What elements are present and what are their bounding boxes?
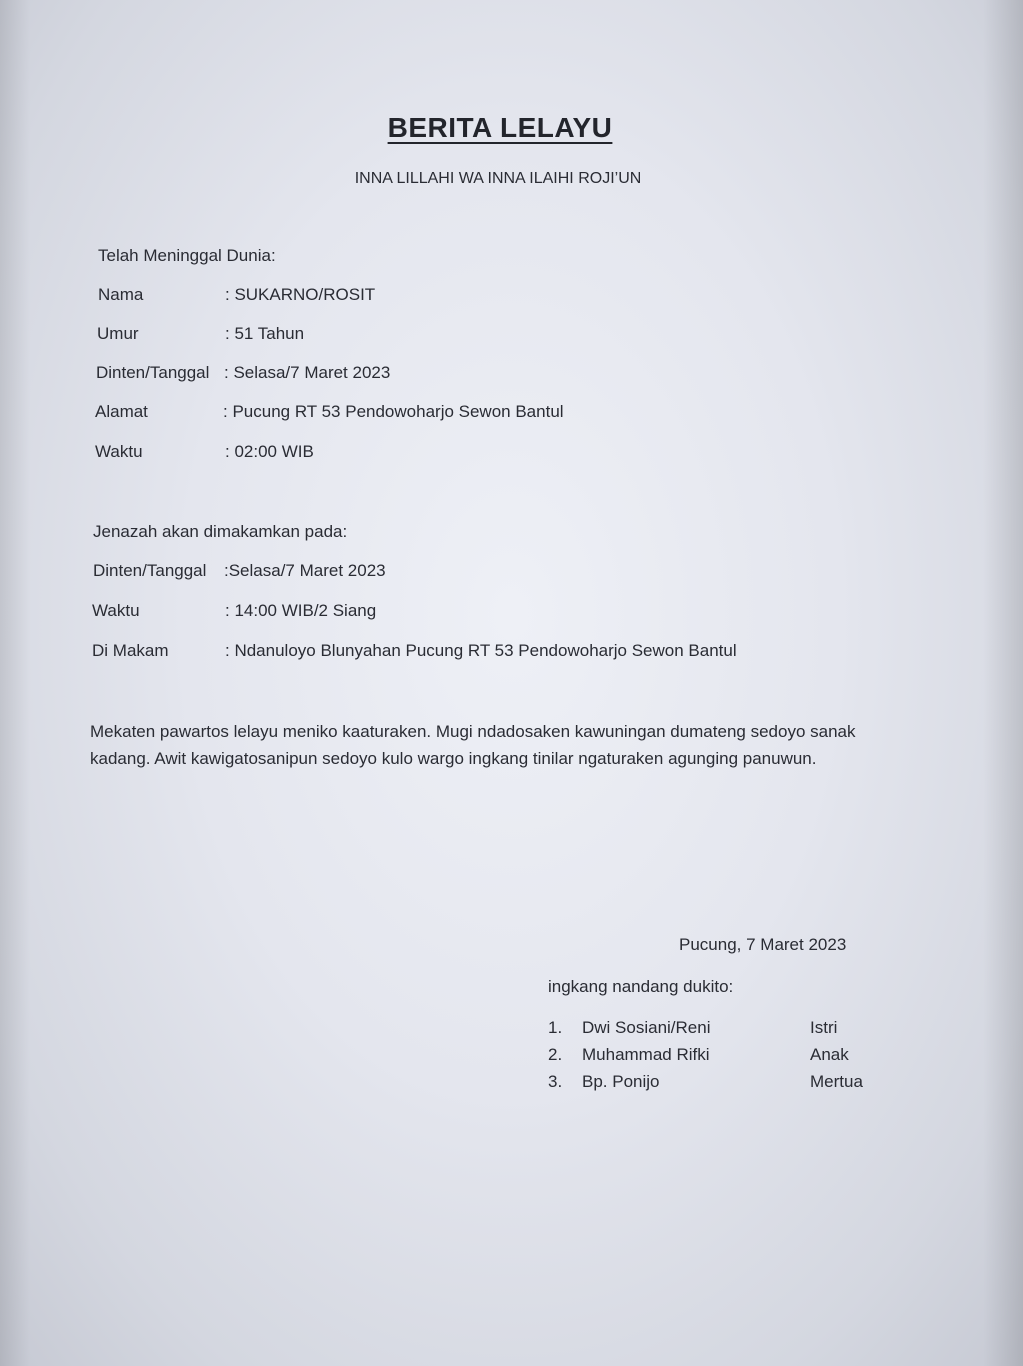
field-label: Dinten/Tanggal [96,363,210,382]
member-relation: Mertua [810,1072,863,1091]
field-value: : 14:00 WIB/2 Siang [225,601,377,620]
field-label: Di Makam [92,641,169,660]
field-label: Waktu [95,442,143,461]
field-value: : 51 Tahun [225,324,305,343]
family-heading: ingkang nandang dukito: [548,977,734,996]
field-label: Nama [98,285,144,304]
deceased-heading: Telah Meninggal Dunia: [98,246,276,265]
member-name: Muhammad Rifki [582,1045,710,1064]
field-value: : Ndanuloyo Blunyahan Pucung RT 53 Pendowoharjo Sewon Bantul [225,641,737,660]
member-number: 1. [548,1018,563,1037]
place-date: Pucung, 7 Maret 2023 [679,935,847,954]
page-shadow-right [983,0,1023,1366]
page-shadow-left [0,0,30,1366]
field-value: : 02:00 WIB [225,442,314,461]
field-label: Alamat [95,402,148,421]
field-value: :Selasa/7 Maret 2023 [224,561,386,580]
member-relation: Istri [810,1018,838,1037]
document-subtitle: INNA LILLAHI WA INNA ILAIHI ROJI’UN [354,170,642,187]
field-label: Waktu [92,601,140,620]
field-label: Dinten/Tanggal [93,561,207,580]
member-relation: Anak [810,1045,849,1064]
field-value: : Selasa/7 Maret 2023 [224,363,391,382]
member-number: 2. [548,1045,563,1064]
field-label: Umur [97,324,139,343]
closing-paragraph: Mekaten pawartos lelayu meniko kaaturaken. Mugi ndadosaken kawuningan dumateng sedoyo sanak kadang. Awit kawigatosanipun sedoyo kulo wargo ingkang tinilar ngaturaken agunging panuwun. [90,722,856,768]
burial-heading: Jenazah akan dimakamkan pada: [93,522,348,541]
field-value: : Pucung RT 53 Pendowoharjo Sewon Bantul [223,402,564,421]
member-name: Dwi Sosiani/Reni [582,1018,711,1037]
member-name: Bp. Ponijo [582,1072,660,1091]
member-number: 3. [548,1072,563,1091]
field-value: : SUKARNO/ROSIT [225,285,376,304]
document-title: BERITA LELAYU [387,112,613,143]
